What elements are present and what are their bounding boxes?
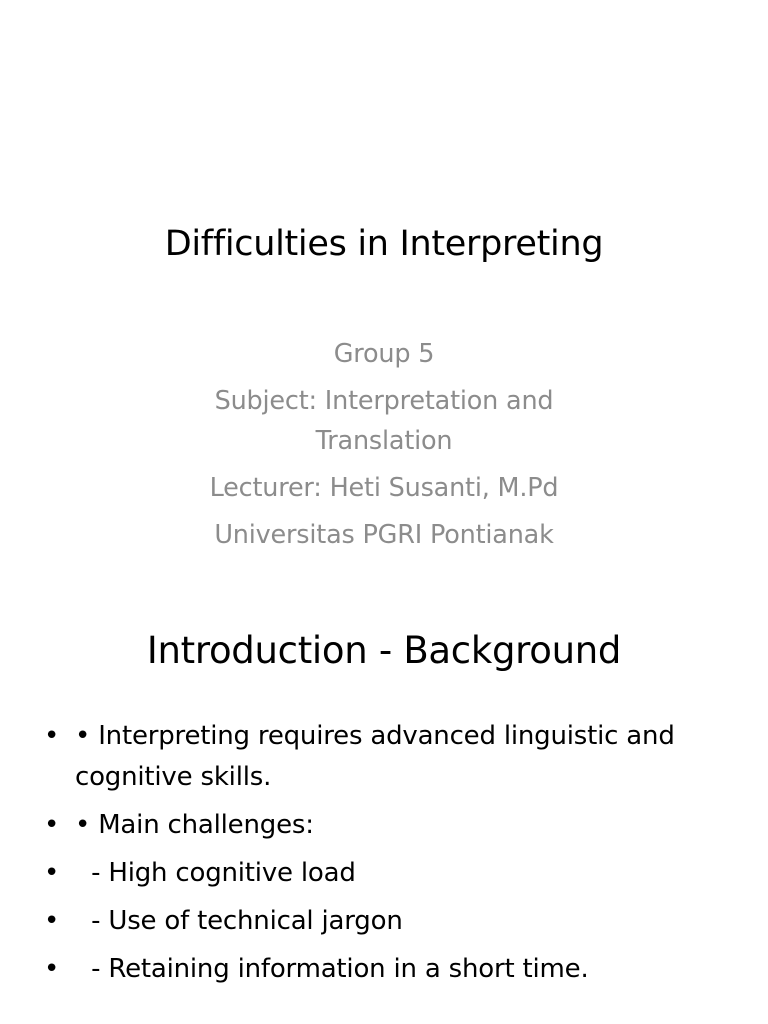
lecturer-label: Lecturer: Heti Susanti, M.Pd (209, 473, 559, 503)
slide-title: Difficulties in Interpreting (164, 224, 604, 264)
bullet-text: • Interpreting requires advanced linguistic and cognitive skills. (75, 721, 675, 792)
list-item (38, 716, 738, 798)
bullet-text: - Use of technical jargon (75, 906, 403, 936)
subtitle-block (0, 334, 768, 562)
subject-label: Subject: Interpretation and Translation (214, 386, 554, 456)
intro-slide (0, 576, 768, 1024)
bullet-text: • Main challenges: (75, 810, 314, 840)
university-label: Universitas PGRI Pontianak (214, 520, 554, 550)
bullet-text: - Retaining information in a short time. (75, 954, 589, 984)
bullet-icon: • (44, 906, 60, 936)
bullet-list (38, 716, 738, 997)
section-title: Introduction - Background (146, 629, 622, 672)
bullet-text: - High cognitive load (75, 858, 356, 888)
list-item (38, 901, 738, 942)
bullet-icon: • (44, 810, 60, 840)
bullet-icon: • (44, 954, 60, 984)
bullet-icon: • (44, 721, 60, 751)
bullet-icon: • (44, 858, 60, 888)
list-item (38, 949, 738, 990)
list-item (38, 805, 738, 846)
group-label: Group 5 (333, 339, 435, 369)
list-item (38, 853, 738, 894)
